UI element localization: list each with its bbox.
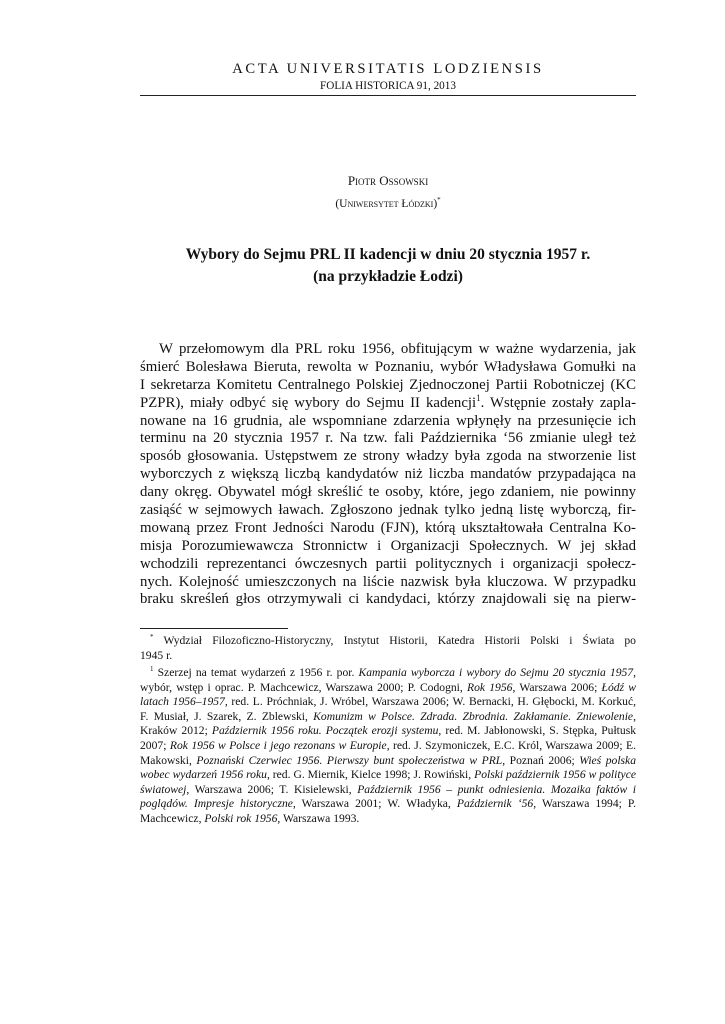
fn-text: , Warszawa 2006; T. Kisielewski, [186,782,352,796]
fn-text: , Warszawa 1993. [277,811,360,825]
body-line: dany okręg. Obywatel mógł skreślić te osoby, które, jego zdaniem, nie powinny [140,484,636,501]
body-line: wchodzili reprezentanci ówczesnych partii politycznych i organizacji społecz- [140,555,636,572]
fn-work-title: Wieś polska wobec wydarzeń 1956 roku [140,753,637,782]
fn-text: , red. L. Próchniak, J. Wróbel, Warszawa 2006; W. Bernacki, H. Głębocki, M. Korkuć, F. Musiał, J. Szarek, Z. Zblewski, [140,695,636,723]
fn-text: Szerzej na temat wydarzeń z 1956 r. por. [157,666,355,679]
body-line: misja Porozumiewawcza Stronnictw i Organizacji Społecznych. W jej skład [140,537,636,554]
footnote-line: 1945 r. [140,648,173,662]
fn-text: , red. J. Szymoniczek, E.C. Król, Warszawa 2009; E. Makowski, [140,738,637,767]
title-line-2: (na przykładzie Łodzi) [313,268,463,285]
fn-work-title: Rok 1956 w Polsce i jego rezonans w Europie [169,738,387,752]
affiliation-text: (Uniwersytet Łódzki) [335,197,438,210]
fn-work-title: Październik ‘56 [456,797,534,811]
body-line: zasiąść w sejmowych ławach. Zgłoszono jednak tylko jedną listę wyborczą, fir- [140,502,636,519]
fn-work-title: Październik 1956 roku. Początek erozji systemu [211,724,439,738]
fn-text: , Kraków 2012; [140,709,636,738]
footnote-separator [140,628,288,629]
fn-text: , Warszawa 1994; P. Machcewicz, [140,797,636,825]
footnote-mark: 1 [150,665,154,674]
fn-text: , red. G. Miernik, Kielce 1998; J. Rowiński, [266,768,472,782]
body-line: mowaną przez Front Jedności Narodu (FJN), którą ukształtowała Centralna Ko- [140,519,636,536]
body-text [140,341,636,609]
footnote-line [140,634,636,649]
fn-work-title: Październik 1956 – punkt odniesienia. Mozaika faktów i poglądów. Impresje historyczne [140,782,636,811]
body-line: I sekretarza Komitetu Centralnego Polskiej Zjednoczonej Partii Robotniczej (KC [140,376,636,393]
article-title [140,244,636,288]
fn-text: , Poznań 2006; [502,753,575,767]
body-line [140,392,636,413]
body-line: sposób głosowania. Ustępstwem ze strony władzy była zgoda na stworzenie list [140,448,636,465]
fn-work-title: Kampania wyborcza i wybory do Sejmu 20 stycznia 1957 [358,666,634,679]
body-line: terminu na 20 stycznia 1957 r. Na tzw. fali Października ‘56 zmianie uległ też [140,430,636,447]
footnote-ref-1[interactable]: 1 [476,392,481,403]
fn-work-title: Rok 1956 [467,680,513,694]
affiliation-footnote-mark: * [437,196,441,204]
fn-work-title: Polski październik 1956 w polityce światowej [140,768,636,796]
fn-work-title: Łódź w latach 1956–1957 [140,680,637,709]
body-line: nowane na 16 grudnia, ale wspomniane zdarzenia wpłynęły na przesunięcie ich [140,412,636,429]
body-line-text: . Wstępnie zostały zapla- [480,394,636,411]
header-rule [140,95,636,96]
fn-work-title: Polski rok 1956 [204,811,278,825]
body-line: śmierć Bolesława Bieruta, rewolta w Poznaniu, wybór Władysława Gomułki na [140,358,636,375]
fn-work-title: Komunizm w Polsce. Zdrada. Zbrodnia. Zakłamanie. Zniewolenie [313,709,634,723]
body-line: nych. Kolejność umieszczonych na liście nazwisk była kluczowa. W przypadku [140,573,636,590]
footnote-1 [140,666,636,827]
fn-text: , red. M. Jabłonowski, S. Stępka, Pułtusk 2007; [140,724,636,752]
fn-work-title: Poznański Czerwiec 1956. Pierwszy bunt społeczeństwa w PRL [196,753,503,767]
body-line: braku skreśleń głos otrzymywali ci kandydaci, którzy znajdowali się na pierw- [140,591,636,608]
fn-text: , Warszawa 2006; [512,680,598,694]
footnote-text: Wydział Filozoficzno-Historyczny, Instytut Historii, Katedra Historii Polski i Świata po [163,634,636,647]
journal-title: ACTA UNIVERSITATIS LODZIENSIS [232,61,544,77]
footnote-mark: * [150,634,154,642]
fn-text: , wybór, wstęp i oprac. P. Machcewicz, Warszawa 2000; P. Codogni, [140,666,636,694]
fn-text: , Warszawa 2001; W. Władyka, [292,797,451,811]
journal-issue: FOLIA HISTORICA 91, 2013 [320,80,456,92]
body-line-text: PZPR), miały odbyć się wybory do Sejmu II kadencji [140,394,477,411]
title-line-1: Wybory do Sejmu PRL II kadencji w dniu 20 stycznia 1957 r. [185,246,591,263]
author-affiliation [140,192,636,212]
author-name: Piotr Ossowski [347,173,429,188]
body-line: W przełomowym dla PRL roku 1956, obfitującym w ważne wydarzenia, jak [159,341,636,357]
body-line: wyborczych z większą liczbą kandydatów niż liczba mandatów przypadająca na [140,466,636,483]
footnote-affiliation [140,634,636,663]
